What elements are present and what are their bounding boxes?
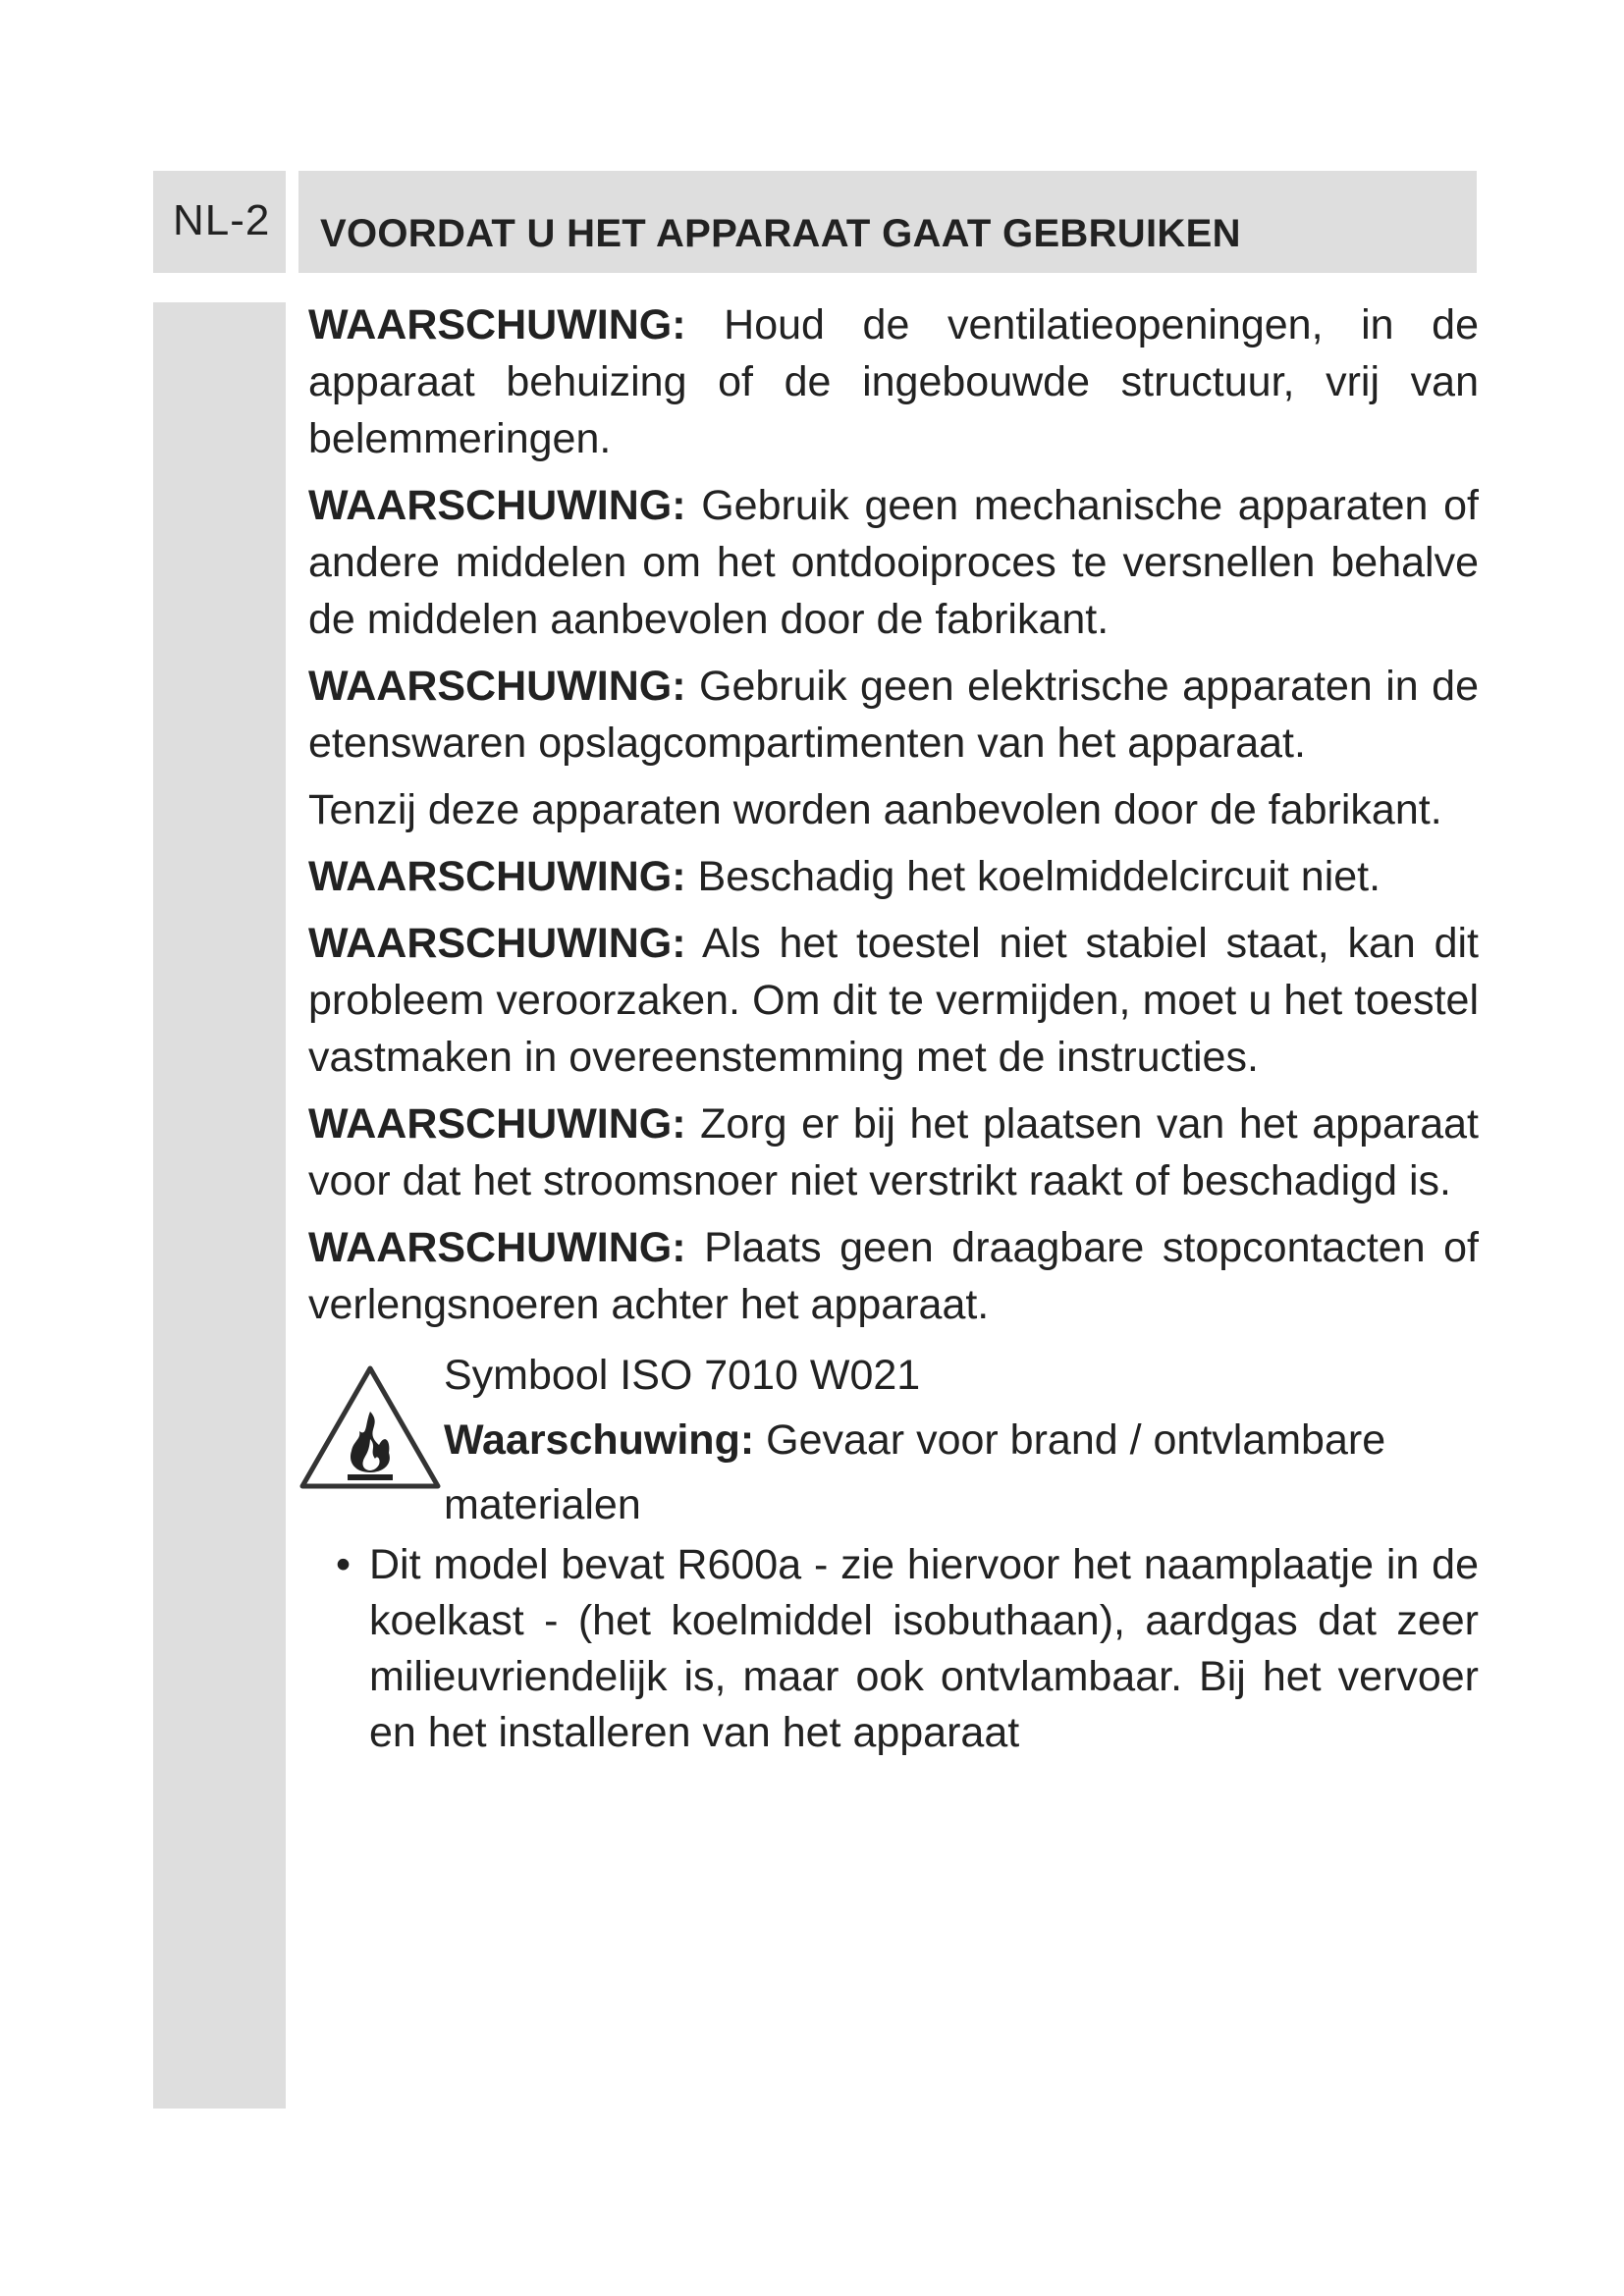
warning-paragraph: WAARSCHUWING: Als het toestel niet stabiel staat, kan dit probleem veroorzaken. Om dit te vermijden, moet u het toestel vastmaken in overeenstemming met de instructies. bbox=[308, 920, 1479, 1081]
warning-paragraph: WAARSCHUWING: Houd de ventilatieopeningen, in de apparaat behuizing of de ingebouwde structuur, vrij van belemmeringen. bbox=[308, 301, 1479, 462]
bullet-item bbox=[308, 1537, 1479, 1761]
iso-symbol-block bbox=[308, 1343, 1479, 1535]
warning-paragraph: WAARSCHUWING: Gebruik geen elektrische apparaten in de etenswaren opslagcompartimenten van het apparaat. bbox=[308, 663, 1479, 767]
page-label-box bbox=[153, 171, 286, 273]
side-margin-bar bbox=[153, 302, 286, 2109]
warning-paragraph: WAARSCHUWING: Plaats geen draagbare stopcontacten of verlengsnoeren achter het apparaat. bbox=[308, 1224, 1479, 1328]
content-body bbox=[308, 296, 1479, 1761]
section-title: VOORDAT U HET APPARAAT GAAT GEBRUIKEN bbox=[320, 212, 1241, 255]
symbol-warning: Waarschuwing: Gevaar voor brand / ontvlambare materialen bbox=[444, 1416, 1386, 1528]
warning-paragraph: WAARSCHUWING: Gebruik geen mechanische apparaten of andere middelen om het ontdooiproces te versnellen behalve de middelen aanbevolen door de fabrikant. bbox=[308, 482, 1479, 643]
warning-paragraph: WAARSCHUWING: Beschadig het koelmiddelcircuit niet. bbox=[308, 853, 1381, 900]
bullet-marker: • bbox=[336, 1541, 352, 1588]
bullet-text: Dit model bevat R600a - zie hiervoor het naamplaatje in de koelkast - (het koelmiddel isobuthaan), aardgas dat zeer milieuvriendelijk is, maar ook ontvlambaar. Bij het vervoer en het installeren van het apparaat bbox=[369, 1541, 1479, 1756]
section-header bbox=[298, 171, 1477, 273]
flammable-warning-icon bbox=[297, 1362, 444, 1492]
note-paragraph: Tenzij deze apparaten worden aanbevolen door de fabrikant. bbox=[308, 786, 1442, 833]
warning-paragraph: WAARSCHUWING: Zorg er bij het plaatsen van het apparaat voor dat het stroomsnoer niet verstrikt raakt of beschadigd is. bbox=[308, 1100, 1479, 1204]
symbol-title: Symbool ISO 7010 W021 bbox=[444, 1352, 921, 1399]
symbol-description bbox=[444, 1343, 1479, 1537]
page-number: NL-2 bbox=[173, 196, 271, 244]
